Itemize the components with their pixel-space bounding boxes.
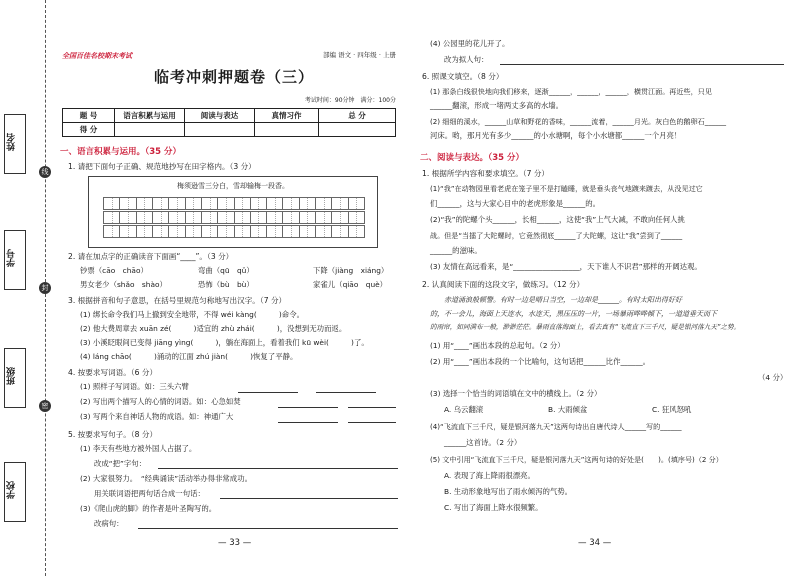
series-label: 部编 语文 · 四年级 · 上册 bbox=[323, 51, 396, 59]
reading-q2: 2. 认真阅读下面的这段文字，做练习。（12 分） bbox=[422, 280, 585, 289]
brand-label: 全国百佳名校期末考试 bbox=[62, 52, 132, 60]
fill-item[interactable]: ______翻滚，形成一堵两丈多高的水墙。 bbox=[430, 101, 564, 110]
answer-line[interactable] bbox=[348, 422, 396, 423]
reading-q1: 1. 根据所学内容和要求填空。（7 分） bbox=[422, 169, 550, 178]
option-b[interactable]: B. 生动形象地写出了雨水倾泻的气势。 bbox=[444, 487, 573, 496]
pinyin-item[interactable]: 家雀儿（qiāo què） bbox=[313, 280, 388, 289]
question-1: 1. 请把下面句子正确、规范地抄写在田字格内。（3 分） bbox=[68, 162, 256, 171]
left-page bbox=[58, 0, 410, 576]
answer-line[interactable] bbox=[158, 468, 398, 469]
hanzi-item[interactable]: (2) 他大费周章去 xuān zé( )适宜的 zhù zhái( )，没想到无功而返。 bbox=[80, 324, 347, 333]
word-item: (2) 写出两个描写人的心情的词语。如：心急如焚 bbox=[80, 397, 241, 406]
school-box bbox=[4, 462, 26, 522]
fill-item[interactable]: (1)“我”在动物园里看老虎在笼子里不是打瞌睡，就是垂头丧气地踱来踱去，从没见过它 bbox=[430, 184, 703, 193]
sentence-item: (2) 大家很努力。 “经典诵读”活动举办得非常成功。 bbox=[80, 474, 252, 483]
question-2: 2. 请在加点字的正确读音下面画“____”。（3 分） bbox=[68, 252, 234, 261]
seal-mark: 密 bbox=[39, 400, 51, 412]
score-cell[interactable] bbox=[255, 123, 319, 137]
name-box bbox=[4, 114, 26, 174]
tianzige-row[interactable] bbox=[103, 197, 365, 210]
fill-item[interactable]: 们______，这与大家心目中的老虎形象是______的。 bbox=[430, 199, 600, 208]
section-heading: 一、语言积累与运用。（35 分） bbox=[60, 147, 182, 157]
seal-mark: 封 bbox=[39, 282, 51, 294]
sub-question: (3) 选择一个恰当的词语填在文中的横线上。（2 分） bbox=[430, 389, 602, 398]
sentence-item: (4) 公园里的花儿开了。 bbox=[430, 39, 510, 48]
option-c[interactable]: C. 写出了海面上降水很频繁。 bbox=[444, 503, 543, 512]
option-a[interactable]: A. 表现了海上降雨很漂亮。 bbox=[444, 471, 535, 480]
sentence-prompt: 改为拟人句： bbox=[444, 55, 489, 64]
pinyin-item[interactable]: 钞票（cāo chāo） bbox=[80, 266, 148, 275]
table-header: 真情习作 bbox=[255, 109, 319, 123]
fill-item[interactable]: ______的滋味。 bbox=[430, 246, 482, 255]
passage-line: 的，不一会儿，海面上天连水，水连天，黑压压的一片，一场暴雨哗哗倾下，一道道垂天而下 bbox=[430, 310, 717, 318]
question-6: 6. 照课文填空。（8 分） bbox=[422, 72, 504, 81]
tianzige-row[interactable] bbox=[103, 211, 365, 224]
fill-item[interactable]: (1) 那条白线很快地向我们移来，逐渐______，______，______，横贯江面。再近些，只见 bbox=[430, 87, 712, 96]
score-cell[interactable] bbox=[185, 123, 255, 137]
hanzi-item[interactable]: (4) láng chāo( )涌动的江面 zhú jiàn( )恢复了平静。 bbox=[80, 352, 298, 361]
exam-meta: 考试时间：90分钟 满分：100分 bbox=[304, 97, 396, 104]
copy-hint: 梅须逊雪三分白，雪却输梅一段香。 bbox=[177, 182, 289, 190]
table-header: 阅读与表达 bbox=[185, 109, 255, 123]
page-number: — 33 — bbox=[218, 538, 252, 548]
points-label: （4 分） bbox=[758, 373, 788, 382]
sub-question[interactable]: (5) 文中引用“飞流直下三千尺，疑是银河落九天”这两句诗的好处是( )。(填序号)（2 分） bbox=[430, 455, 723, 464]
fill-item[interactable]: 战。但是“当擂了大陀螺时，它竟然彻底______了大陀螺，这让“我”尝到了______ bbox=[430, 231, 683, 240]
word-item: (1) 照样子写词语。如：三头六臂 bbox=[80, 382, 189, 391]
id-label: 学号 bbox=[7, 249, 17, 267]
sub-question: (1) 用“____”画出本段的总起句。（2 分） bbox=[430, 341, 565, 350]
section-heading: 二、阅读与表达。（35 分） bbox=[420, 153, 525, 163]
answer-line[interactable] bbox=[138, 528, 398, 529]
table-header: 语言积累与运用 bbox=[115, 109, 185, 123]
answer-line[interactable] bbox=[278, 422, 338, 423]
answer-line[interactable] bbox=[278, 407, 338, 408]
pinyin-item[interactable]: 弯曲（qū qǔ） bbox=[198, 266, 254, 275]
pinyin-item[interactable]: 男女老少（shǎo shào） bbox=[80, 280, 167, 289]
fill-item[interactable]: 河床。哟，那月光有多少______的小水塘啊，每个小水塘都______一个月亮！ bbox=[430, 131, 682, 140]
score-cell[interactable] bbox=[319, 123, 396, 137]
tianzige-row[interactable] bbox=[103, 225, 365, 238]
id-box bbox=[4, 230, 26, 290]
fill-item[interactable]: (2)“我”的陀螺个头______，长相______，这使“我”上气大减，不敢向任何人挑 bbox=[430, 215, 685, 224]
option-a[interactable]: A. 乌云翻滚 bbox=[444, 405, 484, 414]
score-table bbox=[62, 108, 396, 137]
sentence-prompt: 改成“把”字句： bbox=[94, 459, 147, 468]
sub-question[interactable]: (4)“飞流直下三千尺，疑是银河落九天”这两句诗出自唐代诗人______写的______ bbox=[430, 422, 682, 431]
answer-line[interactable] bbox=[220, 498, 398, 499]
table-row-label: 得 分 bbox=[63, 123, 115, 137]
hanzi-item[interactable]: (1) 绑长命令我们马上撤到安全地带，不得 wéi kàng( )命令。 bbox=[80, 310, 304, 319]
sub-question[interactable]: ______这首诗。（2 分） bbox=[444, 438, 522, 447]
table-header: 总 分 bbox=[319, 109, 396, 123]
fill-item[interactable]: (3) 友情在高远看来，是“__________________，天下谁人不识君”那样的开阔达观。 bbox=[430, 262, 702, 271]
passage-line: 赤道涌浪般顿警。有时一边是晴日当空，一边却是______。有时太阳出得好好 bbox=[444, 296, 682, 304]
sentence-prompt: 改病句： bbox=[94, 519, 124, 528]
question-5: 5. 按要求写句子。（8 分） bbox=[68, 430, 158, 439]
answer-line[interactable] bbox=[348, 407, 396, 408]
answer-line[interactable] bbox=[316, 392, 376, 393]
table-header: 题 号 bbox=[63, 109, 115, 123]
copy-box bbox=[88, 176, 378, 248]
class-box bbox=[4, 348, 26, 408]
fill-item[interactable]: (2) 细细的溪水，______山草和野花的香味，______流着，______月光。灰白色的鹅卵石______ bbox=[430, 117, 727, 126]
sentence-item: (1) 李天有些地方被外国人占据了。 bbox=[80, 444, 197, 453]
seal-mark: 线 bbox=[39, 166, 51, 178]
sub-question[interactable]: (2) 用“____”画出本段的一个比喻句，这句话把______比作______。 bbox=[430, 357, 651, 366]
class-label: 班级 bbox=[7, 367, 17, 385]
hanzi-item[interactable]: (3) 小溪眨眼间已变得 jiāng yìng( )，躺在海面上，看着我们 kū wèi( )了。 bbox=[80, 338, 369, 347]
pinyin-item[interactable]: 恐怖（bù bù） bbox=[198, 280, 254, 289]
answer-line[interactable] bbox=[500, 64, 784, 65]
binding-strip bbox=[0, 0, 58, 576]
school-label: 学校 bbox=[7, 481, 17, 499]
sentence-item: (3)《爬山虎的脚》的作者是叶圣陶写的。 bbox=[80, 504, 217, 513]
pinyin-item[interactable]: 下降（jiàng xiáng） bbox=[313, 266, 389, 275]
name-label: 姓名 bbox=[7, 133, 17, 151]
option-c[interactable]: C. 狂风怒吼 bbox=[652, 405, 692, 414]
right-page bbox=[418, 0, 796, 576]
page-title: 临考冲刺押题卷（三） bbox=[153, 68, 314, 86]
word-item: (3) 写两个来自神话人物的成语。如：神通广大 bbox=[80, 412, 234, 421]
option-b[interactable]: B. 大雨倾盆 bbox=[548, 405, 588, 414]
sentence-prompt: 用关联词语把两句话合成一句话： bbox=[94, 489, 205, 498]
passage-line: 的雨帘，如同满布一般，渺渺茫茫。暴雨直落海面上，看去真有“飞流直下三千尺，疑是银河落九天”之势。 bbox=[430, 323, 741, 331]
answer-line[interactable] bbox=[238, 392, 298, 393]
question-4: 4. 按要求写词语。（6 分） bbox=[68, 368, 158, 377]
page-number: — 34 — bbox=[578, 538, 612, 548]
question-3: 3. 根据拼音和句子意思，在括号里规范匀称地写出汉字。（7 分） bbox=[68, 296, 287, 305]
score-cell[interactable] bbox=[115, 123, 185, 137]
